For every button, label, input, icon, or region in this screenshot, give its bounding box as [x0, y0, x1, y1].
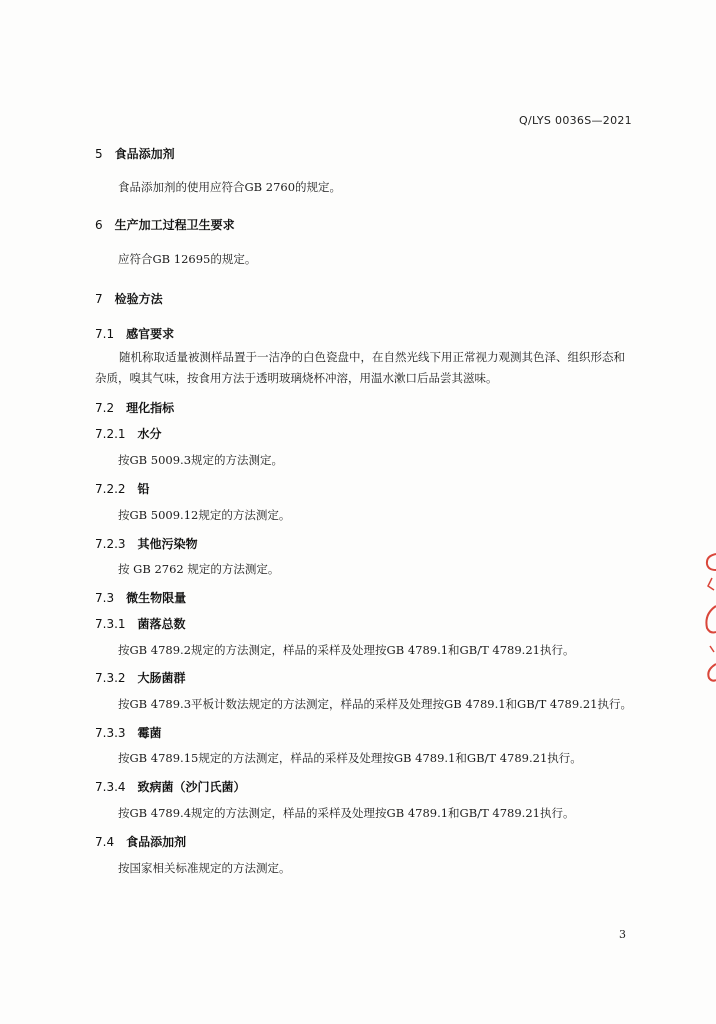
section-7-1-text: 随机称取适量被测样品置于一洁净的白色瓷盘中，在自然光线下用正常视力观测其色泽、组织形态和杂质，嗅其气味，按食用方法于透明玻璃烧杯冲溶，用温水漱口后品尝其滋味。: [95, 350, 625, 385]
section-7-4-heading: [95, 833, 186, 850]
section-number: 7.2.1: [95, 427, 126, 441]
section-7-2-1-heading: [95, 425, 162, 442]
section-title: 理化指标: [126, 401, 175, 415]
section-title: 感官要求: [126, 327, 175, 341]
section-5-heading: [95, 145, 175, 162]
page-number: 3: [619, 928, 626, 941]
section-7-3-2-heading: [95, 669, 186, 686]
section-number: 7.3.3: [95, 726, 126, 740]
section-7-2-heading: [95, 399, 174, 416]
section-7-3-1-heading: [95, 615, 186, 632]
section-number: 7.1: [95, 327, 115, 341]
section-number: 7.3.4: [95, 780, 126, 794]
document-code: Q/LYS 0036S—2021: [518, 114, 632, 127]
section-7-2-3-heading: [95, 535, 198, 552]
section-title: 致病菌（沙门氏菌）: [137, 780, 246, 794]
section-number: 6: [95, 218, 103, 232]
section-7-2-2-text: 按GB 5009.12规定的方法测定。: [118, 508, 291, 522]
section-number: 7.3.1: [95, 617, 126, 631]
section-6-heading: [95, 216, 235, 233]
seal-stamp-edge: [698, 548, 716, 688]
section-title: 水分: [137, 427, 162, 441]
section-7-3-2-text: 按GB 4789.3平板计数法规定的方法测定，样品的采样及处理按GB 4789.1和GB/T 4789.21执行。: [118, 697, 632, 711]
section-7-3-3-heading: [95, 724, 162, 741]
section-title: 霉菌: [137, 726, 162, 740]
section-6-text: 应符合GB 12695的规定。: [118, 252, 257, 266]
section-7-2-2-heading: [95, 480, 150, 497]
section-7-3-4-text: 按GB 4789.4规定的方法测定，样品的采样及处理按GB 4789.1和GB/T 4789.21执行。: [118, 806, 575, 820]
section-title: 食品添加剂: [114, 147, 175, 161]
section-number: 7.2.3: [95, 537, 126, 551]
section-7-3-4-heading: [95, 778, 246, 795]
section-number: 7.3.2: [95, 671, 126, 685]
section-7-3-1-text: 按GB 4789.2规定的方法测定，样品的采样及处理按GB 4789.1和GB/T 4789.21执行。: [118, 643, 575, 657]
section-number: 7.2.2: [95, 482, 126, 496]
section-5-text: 食品添加剂的使用应符合GB 2760的规定。: [118, 180, 342, 194]
section-7-3-heading: [95, 589, 186, 606]
section-7-2-1-text: 按GB 5009.3规定的方法测定。: [118, 453, 284, 467]
section-title: 菌落总数: [137, 617, 186, 631]
section-number: 7.3: [95, 591, 115, 605]
section-title: 微生物限量: [126, 591, 187, 605]
section-title: 大肠菌群: [137, 671, 186, 685]
section-title: 其他污染物: [137, 537, 198, 551]
section-7-3-3-text: 按GB 4789.15规定的方法测定，样品的采样及处理按GB 4789.1和GB/T 4789.21执行。: [118, 751, 582, 765]
section-number: 7: [95, 292, 103, 306]
section-title: 食品添加剂: [126, 835, 187, 849]
section-7-heading: [95, 290, 163, 307]
section-title: 铅: [137, 482, 150, 496]
section-number: 7.2: [95, 401, 115, 415]
section-7-2-3-text: 按 GB 2762 规定的方法测定。: [118, 562, 280, 576]
section-7-4-text: 按国家相关标准规定的方法测定。: [118, 861, 291, 875]
section-title: 生产加工过程卫生要求: [114, 218, 235, 232]
section-number: 5: [95, 147, 103, 161]
section-title: 检验方法: [114, 292, 163, 306]
section-number: 7.4: [95, 835, 115, 849]
section-7-1-heading: [95, 325, 174, 342]
